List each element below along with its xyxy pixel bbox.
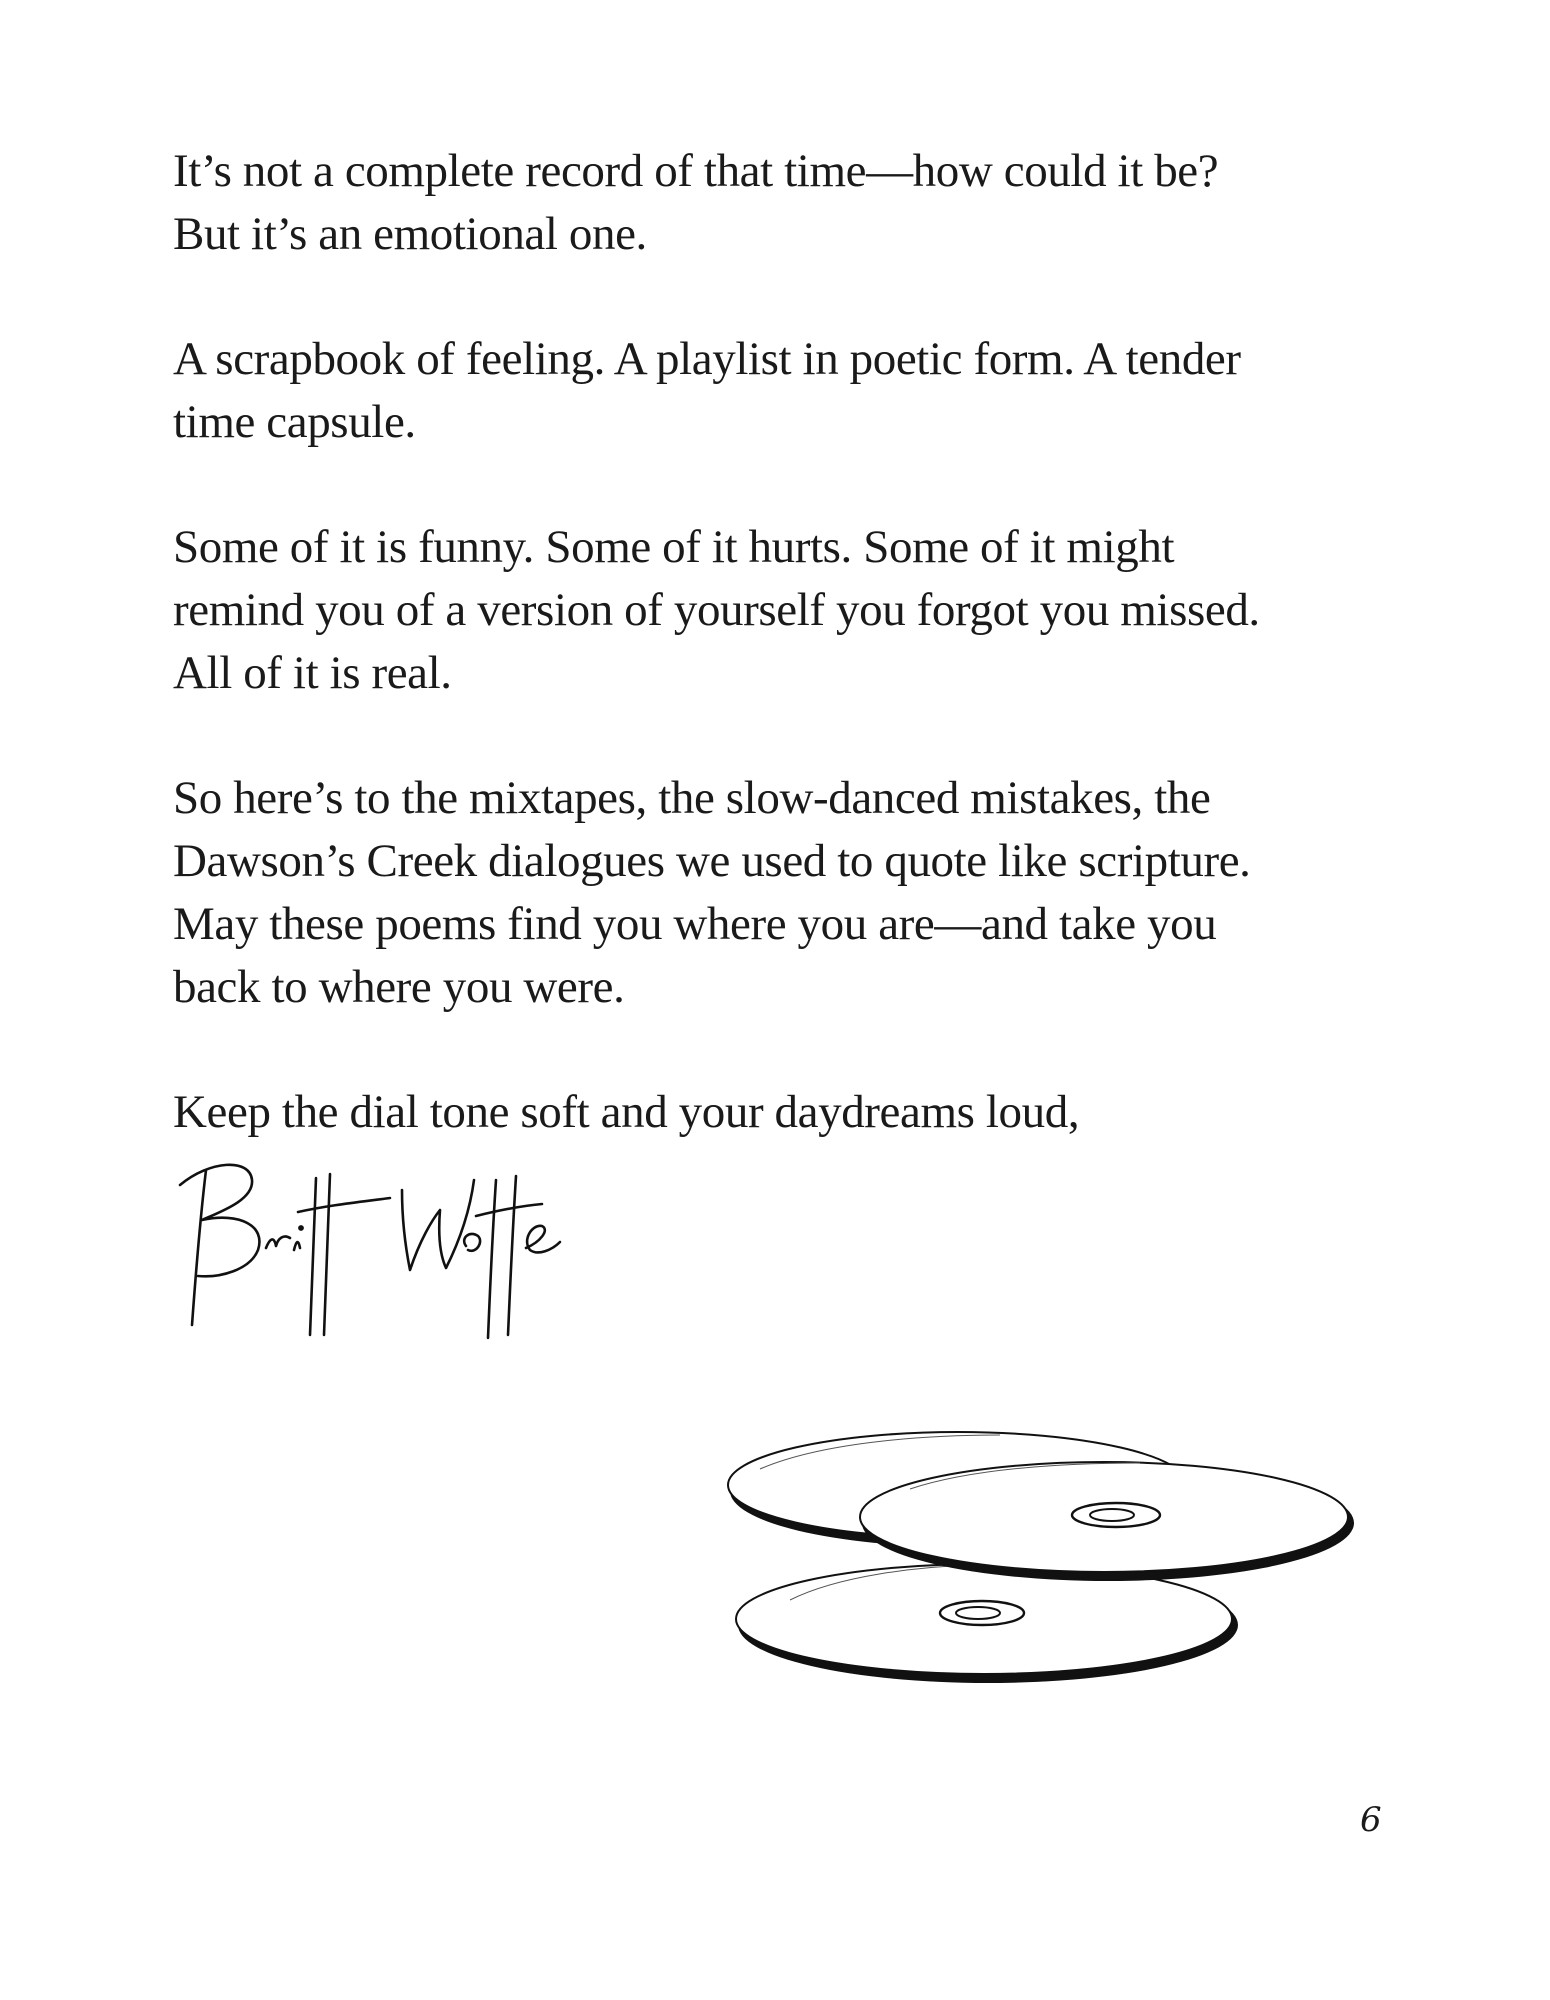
paragraph-3	[173, 516, 1393, 705]
paragraph-line: Some of it is funny. Some of it hurts. Some of it might	[173, 521, 1175, 573]
signature	[170, 1150, 600, 1340]
paragraph-line: All of it is real.	[173, 647, 452, 699]
paragraph-line: But it’s an emotional one.	[173, 208, 647, 260]
paragraph-line: So here’s to the mixtapes, the slow-danced mistakes, the	[173, 772, 1211, 824]
cd-discs-illustration	[720, 1395, 1370, 1695]
paragraph-line: time capsule.	[173, 396, 416, 448]
paragraph-line: A scrapbook of feeling. A playlist in poetic form. A tender	[173, 333, 1241, 385]
cd-disc-top-right	[860, 1462, 1354, 1581]
page-number: 6	[1360, 1800, 1382, 1840]
letter-body	[173, 140, 1393, 1144]
paragraph-line: Dawson’s Creek dialogues we used to quote like scripture.	[173, 835, 1251, 887]
paragraph-line: back to where you were.	[173, 961, 625, 1013]
cd-disc-bottom	[736, 1564, 1238, 1683]
paragraph-line: It’s not a complete record of that time—how could it be?	[173, 145, 1219, 197]
paragraph-2	[173, 328, 1393, 454]
paragraph-1	[173, 140, 1393, 266]
paragraph-line: May these poems find you where you are—and take you	[173, 898, 1217, 950]
closing-line: Keep the dial tone soft and your daydreams loud,	[173, 1086, 1080, 1138]
paragraph-line: remind you of a version of yourself you forgot you missed.	[173, 584, 1260, 636]
paragraph-4	[173, 767, 1393, 1019]
